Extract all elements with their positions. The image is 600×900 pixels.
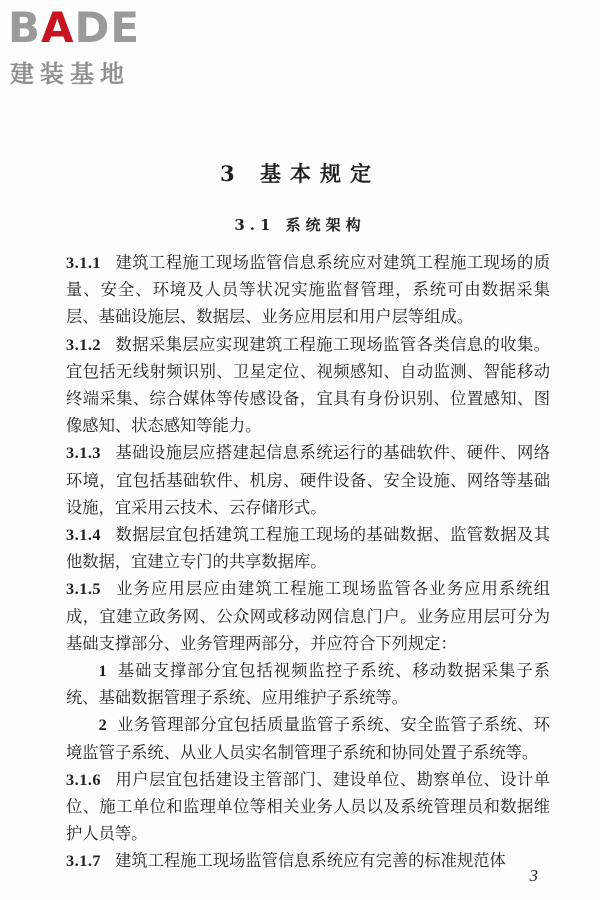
clause-text: 数据采集层应实现建筑工程施工现场监管各类信息的收集。宜包括无线射频识别、卫星定位、视频感知、自动监测、智能移动终端采集、综合媒体等传感设备，宜具有身份识别、位置感知、图像感知、状态感知等能力。: [66, 334, 550, 436]
clause-text: 业务应用层应由建筑工程施工现场监管各业务应用系统组成，宜建立政务网、公众网或移动网信息门户。业务应用层可分为基础支撑部分、业务管理两部分，并应符合下列规定：: [66, 579, 550, 653]
clause-text: 用户层宜包括建设主管部门、建设单位、勘察单位、设计单位、施工单位和监理单位等相关业务人员以及系统管理员和数据维护人员等。: [66, 769, 550, 844]
clause-number: 3.1.4: [66, 525, 102, 545]
logo-letter-a-accent: A: [41, 3, 75, 52]
item-number: 2: [98, 715, 107, 735]
clause-text: 基础设施层应搭建起信息系统运行的基础软件、硬件、网络环境，宜包括基础软件、机房、硬件设备、安全设施、网络等基础设施，宜采用云技术、云存储形式。: [66, 443, 550, 517]
logo-letters-de: DE: [74, 3, 141, 52]
clause-3-1-1: [66, 249, 550, 331]
section-title: 3.1 系统架构: [234, 216, 366, 234]
item-text: 业务管理部分宜包括质量监管子系统、安全监管子系统、环境监管子系统、从业人员实名制管理子系统和协同处置子系统等。: [66, 715, 550, 762]
clause-number: 3.1.2: [66, 334, 102, 354]
clause-number: 3.1.3: [66, 443, 102, 463]
clause-3-1-2: [66, 331, 550, 440]
clause-3-1-5-item-1: [66, 657, 550, 711]
clause-3-1-3: [66, 439, 550, 521]
document-body: [66, 249, 550, 875]
chapter-title: 3 基本规定: [220, 161, 380, 186]
clause-3-1-5-item-2: [66, 711, 550, 765]
clause-text: 建筑工程施工现场监管信息系统应有完善的标准规范体: [115, 851, 506, 871]
clause-3-1-5: [66, 575, 550, 657]
clause-number: 3.1.1: [66, 253, 102, 272]
clause-3-1-4: [66, 521, 550, 575]
clause-number: 3.1.6: [66, 769, 102, 789]
bade-logo: [8, 4, 178, 90]
item-text: 基础支撑部分宜包括视频监控子系统、移动数据采集子系统、基础数据管理子系统、应用维护子系统等。: [66, 661, 550, 708]
logo-subtitle: 建装基地: [10, 60, 130, 88]
logo-letter-b: B: [8, 3, 42, 52]
clause-number: 3.1.5: [66, 579, 102, 599]
clause-3-1-6: [66, 766, 550, 848]
page-number: 3: [529, 866, 538, 885]
clause-text: 数据层宜包括建筑工程施工现场的基础数据、监管数据及其他数据，宜建立专门的共享数据库。: [66, 525, 550, 572]
clause-3-1-7: [66, 847, 550, 874]
clause-number: 3.1.7: [66, 851, 102, 871]
clause-text: 建筑工程施工现场监管信息系统应对建筑工程施工现场的质量、安全、环境及人员等状况实施监督管理，系统可由数据采集层、基础设施层、数据层、业务应用层和用户层等组成。: [66, 253, 550, 327]
item-number: 1: [98, 661, 107, 681]
logo-wordmark: [8, 4, 140, 52]
